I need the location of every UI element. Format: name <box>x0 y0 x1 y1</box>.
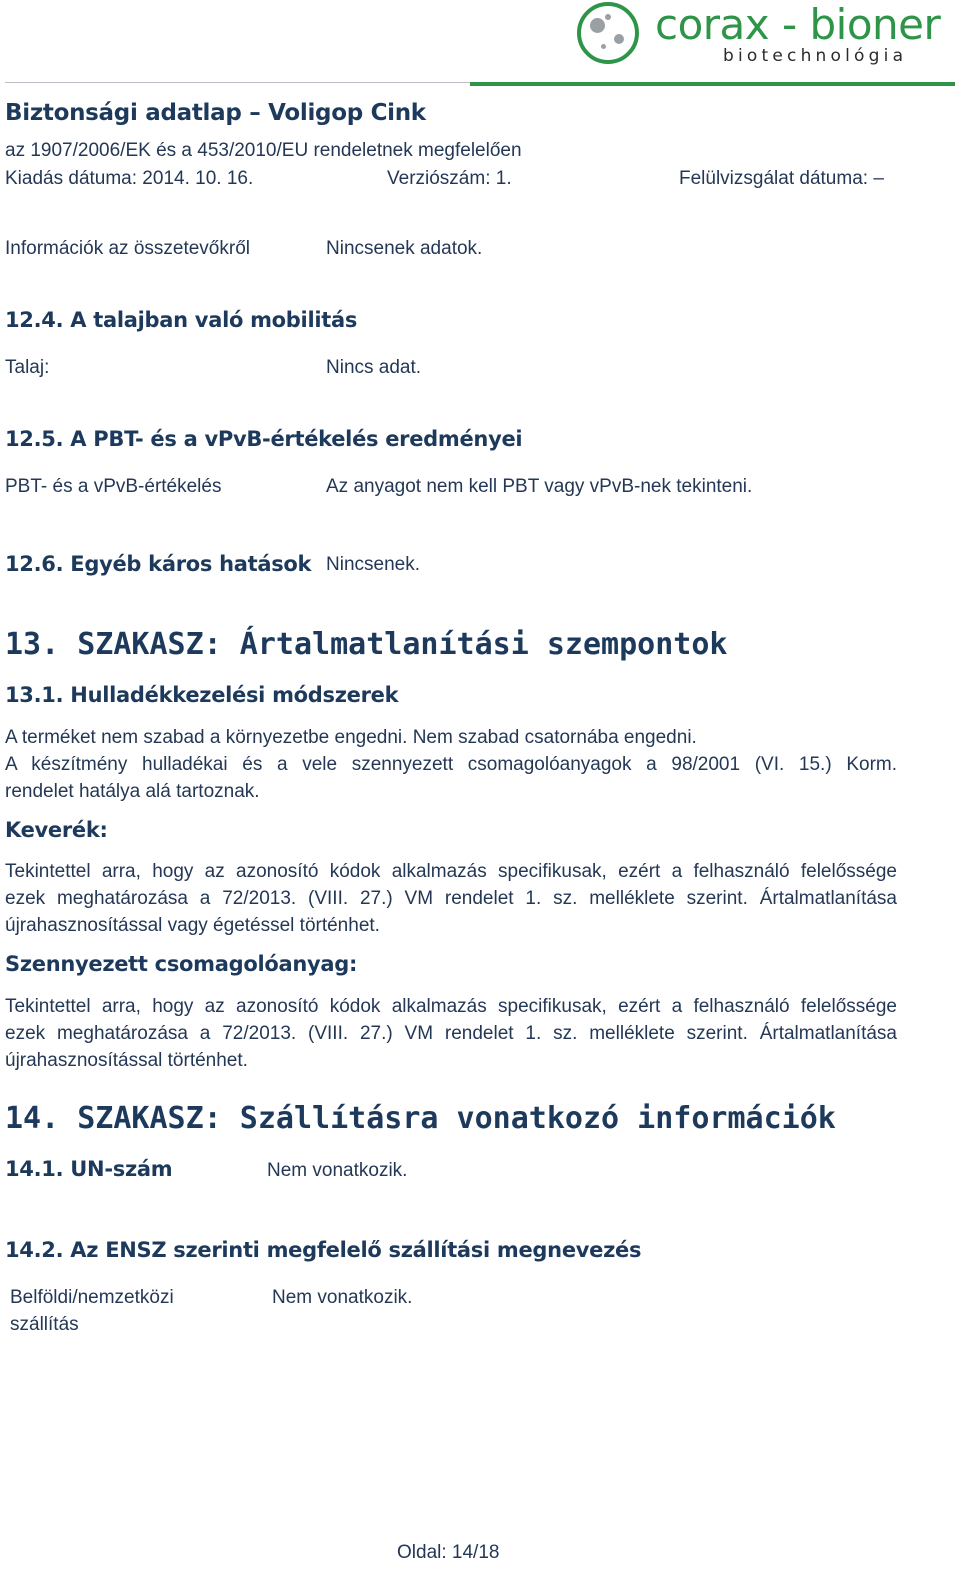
pbt-label: PBT- és a vPvB-értékelés <box>5 476 222 497</box>
pbt-value: Az anyagot nem kell PBT vagy vPvB-nek tekinteni. <box>326 476 753 497</box>
page-number: Oldal: 14/18 <box>397 1542 500 1563</box>
section-13-heading: 13. SZAKASZ: Ártalmatlanítási szempontok <box>5 627 728 662</box>
logo-subtitle: biotechnológia <box>723 46 908 66</box>
document-title: Biztonsági adatlap – Voligop Cink <box>5 100 426 126</box>
section-12-4-heading: 12.4. A talajban való mobilitás <box>5 308 358 332</box>
soil-label: Talaj: <box>5 357 50 378</box>
un-number-value: Nem vonatkozik. <box>267 1160 408 1181</box>
waste-methods-paragraph: A terméket nem szabad a környezetbe engedni. Nem szabad csatornába engedni. A készítmény hulladékai és a vele szennyezett csomagolóanyagok a 98/2001 (VI. 15.) Korm. rendelet hatálya alá tartoznak. <box>5 727 897 802</box>
regulation-text: az 1907/2006/EK és a 453/2010/EU rendeletnek megfelelően <box>5 140 522 161</box>
header-accent-bar <box>470 82 955 86</box>
section-12-6-value: Nincsenek. <box>326 554 420 575</box>
mixture-paragraph: Tekintettel arra, hogy az azonosító kódok alkalmazás specifikusak, ezért a felhasználó felelőssége ezek meghatározása a 72/2013. (VIII. 27.) VM rendelet 1. sz. melléklete szerint. Ártalmatlanítása újrahasznosítással vagy égetéssel történhet. <box>5 861 897 936</box>
soil-value: Nincs adat. <box>326 357 422 378</box>
version-number: Verziószám: 1. <box>387 168 512 189</box>
transport-value: Nem vonatkozik. <box>272 1287 413 1308</box>
logo-circle-icon <box>577 2 639 64</box>
section-13-1-heading: 13.1. Hulladékkezelési módszerek <box>5 683 399 707</box>
section-12-5-heading: 12.5. A PBT- és a vPvB-értékelés eredményei <box>5 427 523 451</box>
components-info-value: Nincsenek adatok. <box>326 238 483 259</box>
packaging-paragraph: Tekintettel arra, hogy az azonosító kódok alkalmazás specifikusak, ezért a felhasználó felelőssége ezek meghatározása a 72/2013. (VIII. 27.) VM rendelet 1. sz. melléklete szerint. Ártalmatlanítása újrahasznosítással történhet. <box>5 996 897 1071</box>
packaging-heading: Szennyezett csomagolóanyag: <box>5 952 358 976</box>
transport-label-line2: szállítás <box>10 1314 79 1335</box>
logo-name: corax - bioner <box>655 0 941 49</box>
section-14-heading: 14. SZAKASZ: Szállításra vonatkozó információk <box>5 1101 836 1136</box>
components-info-label: Információk az összetevőkről <box>5 238 250 259</box>
section-14-1-heading: 14.1. UN-szám <box>5 1157 173 1181</box>
mixture-heading: Keverék: <box>5 818 108 842</box>
issue-date: Kiadás dátuma: 2014. 10. 16. <box>5 168 254 189</box>
section-14-2-heading: 14.2. Az ENSZ szerinti megfelelő szállítási megnevezés <box>5 1238 642 1262</box>
transport-label-line1: Belföldi/nemzetközi <box>10 1287 174 1308</box>
revision-date: Felülvizsgálat dátuma: – <box>679 168 884 189</box>
section-12-6-heading: 12.6. Egyéb káros hatások <box>5 552 312 576</box>
